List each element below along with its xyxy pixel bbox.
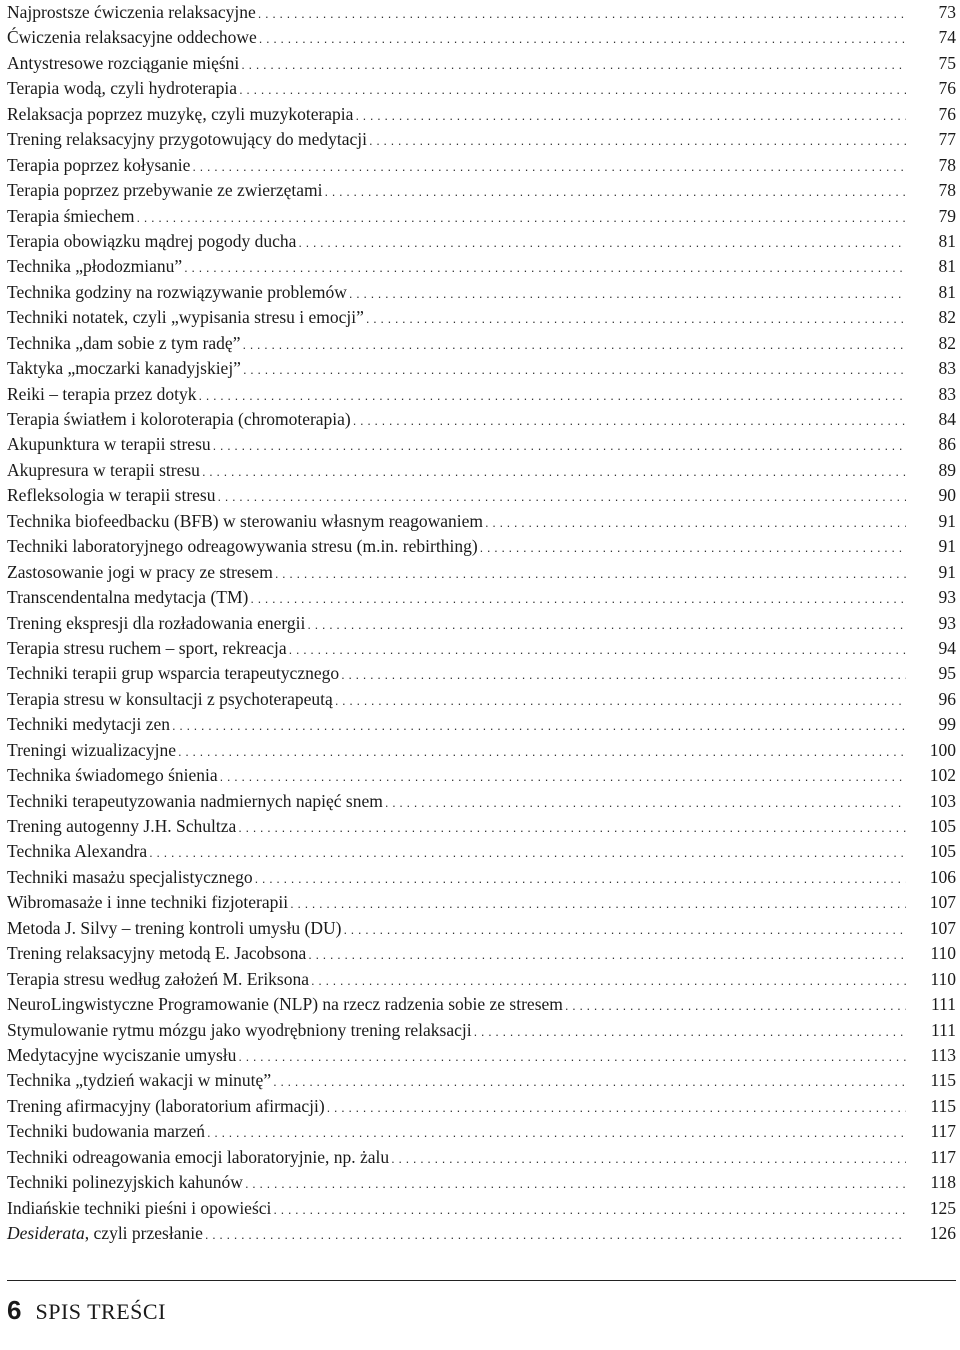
toc-entry-title: Trening relaksacyjny przygotowujący do medytacji [7, 129, 367, 150]
toc-entry-page: 107 [929, 892, 956, 913]
toc-entry-title: Relaksacja poprzez muzykę, czyli muzykoterapia [7, 103, 354, 124]
toc-entry-page: 99 [938, 714, 956, 735]
toc-leader-dots [349, 281, 906, 306]
toc-leader-dots [485, 510, 906, 535]
table-of-contents [7, 0, 956, 1246]
toc-leader-dots [366, 306, 906, 331]
toc-entry [7, 382, 956, 407]
toc-entry-title: NeuroLingwistyczne Programowanie (NLP) na rzecz radzenia sobie ze stresem [7, 994, 563, 1015]
toc-entry-title: Najprostsze ćwiczenia relaksacyjne [7, 2, 256, 22]
toc-entry-title: Trening ekspresji dla rozładowania energii [7, 612, 306, 633]
toc-entry [7, 992, 956, 1017]
toc-leader-dots [220, 764, 906, 789]
toc-entry [7, 76, 956, 101]
toc-leader-dots [239, 77, 906, 102]
toc-entry-page: 105 [929, 816, 956, 836]
toc-leader-dots [355, 103, 906, 128]
toc-entry-title: Techniki laboratoryjnego odreagowywania stresu (m.in. rebirthing) [7, 536, 478, 557]
toc-entry-title: Techniki polinezyjskich kahunów [7, 1172, 243, 1193]
page-number: 6 [7, 1295, 22, 1325]
toc-leader-dots [192, 154, 906, 179]
toc-entry [7, 483, 956, 508]
toc-entry-title: Terapia stresu w konsultacji z psychoterapeutą [7, 688, 333, 709]
toc-entry [7, 458, 956, 483]
toc-entry-title: Terapia poprzez kołysanie [7, 154, 191, 175]
toc-entry-page: 90 [938, 485, 956, 506]
toc-entry [7, 1170, 956, 1195]
toc-entry [7, 25, 956, 50]
toc-entry-title: Terapia obowiązku mądrej pogody ducha [7, 230, 297, 251]
toc-entry [7, 305, 956, 330]
toc-entry-title: Technika godziny na rozwiązywanie problemów [7, 281, 347, 302]
toc-leader-dots [243, 357, 906, 382]
toc-entry-title: Techniki masażu specjalistycznego [7, 866, 253, 887]
toc-entry [7, 1145, 956, 1170]
toc-entry [7, 153, 956, 178]
toc-leader-dots [385, 790, 906, 815]
toc-entry-title: Terapia światłem i koloroterapia (chromoterapia) [7, 409, 351, 429]
toc-entry-title: Technika biofeedbacku (BFB) w sterowaniu własnym reagowaniem [7, 510, 483, 531]
toc-leader-dots [307, 612, 906, 637]
toc-leader-dots [250, 586, 906, 611]
toc-entry [7, 0, 956, 25]
toc-leader-dots [565, 993, 906, 1018]
toc-entry-title: Wibromasaże i inne techniki fizjoterapii [7, 892, 289, 913]
toc-leader-dots [238, 815, 906, 840]
toc-entry-title: Treningi wizualizacyjne [7, 739, 176, 760]
toc-entry-page: 79 [938, 205, 956, 226]
toc-entry-page: 115 [930, 1095, 956, 1116]
toc-leader-dots [202, 459, 906, 484]
toc-entry-page: 76 [938, 78, 956, 99]
toc-entry-page: 86 [938, 434, 956, 455]
toc-leader-dots [241, 52, 906, 77]
toc-entry-title: Ćwiczenia relaksacyjne oddechowe [7, 27, 257, 48]
toc-entry [7, 356, 956, 381]
toc-entry [7, 738, 956, 763]
toc-entry-title: Technika „tydzień wakacji w minutę” [7, 1070, 272, 1091]
toc-entry-page: 78 [938, 180, 956, 201]
toc-entry [7, 534, 956, 559]
toc-leader-dots [242, 332, 906, 357]
toc-entry [7, 789, 956, 814]
toc-entry-page: 117 [930, 1146, 956, 1167]
toc-entry-page: 77 [938, 129, 956, 150]
section-label: SPIS TREŚCI [35, 1299, 166, 1324]
toc-entry-page: 113 [930, 1044, 956, 1065]
toc-leader-dots [199, 383, 906, 408]
toc-leader-dots [298, 230, 906, 255]
toc-entry [7, 814, 956, 839]
toc-entry-page: 75 [938, 52, 956, 73]
toc-entry-page: 125 [929, 1197, 956, 1218]
toc-entry-page: 115 [930, 1070, 956, 1091]
toc-leader-dots [137, 205, 906, 230]
toc-leader-dots [238, 1044, 906, 1069]
toc-entry-page: 117 [930, 1121, 956, 1142]
toc-leader-dots [474, 1019, 906, 1044]
toc-leader-dots [290, 891, 906, 916]
toc-entry-page: 100 [929, 739, 956, 760]
toc-leader-dots [273, 1197, 906, 1222]
toc-entry-title: Trening relaksacyjny metodą E. Jacobsona [7, 943, 307, 964]
toc-leader-dots [325, 179, 906, 204]
toc-leader-dots [259, 26, 906, 51]
toc-entry-title: Terapia poprzez przebywanie ze zwierzętami [7, 180, 323, 201]
toc-entry-page: 102 [929, 765, 956, 786]
toc-entry-title: Technika „płodozmianu” [7, 256, 183, 277]
toc-entry-page: 83 [938, 383, 956, 404]
toc-entry [7, 636, 956, 661]
toc-entry-title: Technika „dam sobie z tym radę” [7, 332, 241, 353]
toc-leader-dots [218, 484, 907, 509]
toc-leader-dots [149, 840, 906, 865]
toc-entry-title: Reiki – terapia przez dotyk [7, 383, 197, 404]
toc-leader-dots [275, 561, 906, 586]
toc-entry-page: 111 [931, 1019, 956, 1040]
toc-leader-dots [184, 255, 906, 280]
toc-entry [7, 1018, 956, 1043]
toc-entry-title: Stymulowanie rytmu mózgu jako wyodrębniony trening relaksacji [7, 1019, 472, 1040]
toc-entry-page: 106 [929, 866, 956, 887]
toc-entry [7, 1094, 956, 1119]
toc-entry-title: Techniki budowania marzeń [7, 1121, 206, 1142]
toc-entry-page: 78 [938, 154, 956, 175]
toc-entry-page: 93 [938, 612, 956, 633]
toc-entry [7, 1068, 956, 1093]
toc-entry-page: 81 [938, 256, 956, 277]
toc-entry-page: 82 [938, 332, 956, 353]
toc-entry [7, 763, 956, 788]
toc-entry [7, 204, 956, 229]
toc-entry-title: Techniki odreagowania emocji laboratoryjnie, np. żalu [7, 1146, 390, 1167]
toc-entry [7, 229, 956, 254]
toc-leader-dots [207, 1120, 906, 1145]
toc-leader-dots [391, 1146, 906, 1171]
toc-entry [7, 687, 956, 712]
toc-entry-title: Refleksologia w terapii stresu [7, 485, 216, 506]
toc-entry-title: Techniki medytacji zen [7, 714, 171, 735]
toc-entry-page: 103 [929, 790, 956, 811]
toc-entry-page: 81 [938, 230, 956, 251]
toc-entry [7, 178, 956, 203]
toc-entry-title: Terapia wodą, czyli hydroterapia [7, 78, 238, 99]
toc-entry [7, 1221, 956, 1246]
toc-entry-title: Akupunktura w terapii stresu [7, 434, 211, 455]
toc-leader-dots [255, 866, 906, 891]
toc-entry [7, 611, 956, 636]
toc-leader-dots [245, 1171, 906, 1196]
toc-entry [7, 839, 956, 864]
toc-entry-page: 105 [929, 841, 956, 862]
toc-entry-page: 93 [938, 587, 956, 608]
toc-entry [7, 1119, 956, 1144]
toc-entry-title: Indiańskie techniki pieśni i opowieści [7, 1197, 272, 1218]
toc-entry [7, 432, 956, 457]
toc-entry-title: Metoda J. Silvy – trening kontroli umysłu (DU) [7, 917, 342, 938]
toc-entry [7, 585, 956, 610]
toc-entry-title: Trening afirmacyjny (laboratorium afirmacji) [7, 1095, 325, 1116]
toc-entry [7, 509, 956, 534]
toc-leader-dots [172, 713, 906, 738]
toc-entry-title: Technika świadomego śnienia [7, 765, 218, 786]
toc-entry [7, 865, 956, 890]
toc-leader-dots [343, 917, 906, 942]
toc-leader-dots [480, 535, 906, 560]
toc-leader-dots [178, 739, 906, 764]
toc-entry-title: Terapia stresu ruchem – sport, rekreacja [7, 637, 287, 658]
page-footer [7, 1295, 166, 1326]
toc-leader-dots [273, 1069, 906, 1094]
toc-entry-page: 84 [938, 409, 956, 429]
toc-entry-page: 95 [938, 663, 956, 684]
toc-entry-title: Terapia śmiechem [7, 205, 135, 226]
toc-entry-page: 83 [938, 358, 956, 379]
toc-entry [7, 407, 956, 432]
toc-leader-dots [258, 1, 906, 26]
toc-entry-page: 89 [938, 459, 956, 480]
toc-entry-page: 76 [938, 103, 956, 124]
toc-entry [7, 712, 956, 737]
toc-entry-page: 91 [938, 561, 956, 582]
toc-entry-title: Zastosowanie jogi w pracy ze stresem [7, 561, 273, 582]
toc-entry [7, 254, 956, 279]
toc-entry-page: 96 [938, 688, 956, 709]
toc-leader-dots [289, 637, 906, 662]
toc-entry-page: 74 [938, 27, 956, 48]
footer-divider [7, 1280, 956, 1281]
toc-entry-page: 91 [938, 536, 956, 557]
toc-entry-page: 91 [938, 510, 956, 531]
toc-entry-title-italic: Desiderata [7, 1223, 85, 1243]
toc-entry-page: 111 [931, 994, 956, 1015]
toc-entry [7, 280, 956, 305]
toc-entry-title: Techniki terapeutyzowania nadmiernych napięć snem [7, 790, 383, 811]
toc-entry-title-rest: , czyli przesłanie [84, 1223, 203, 1243]
toc-leader-dots [205, 1222, 906, 1247]
toc-entry-page: 126 [929, 1223, 956, 1243]
toc-entry-title: Akupresura w terapii stresu [7, 459, 200, 480]
toc-entry-title: Antystresowe rozciąganie mięśni [7, 52, 240, 73]
toc-leader-dots [308, 942, 906, 967]
toc-entry-title: Taktyka „moczarki kanadyjskiej” [7, 358, 241, 379]
toc-entry [7, 127, 956, 152]
toc-entry [7, 560, 956, 585]
toc-entry [7, 661, 956, 686]
toc-entry-title: Medytacyjne wyciszanie umysłu [7, 1044, 237, 1065]
toc-entry [7, 331, 956, 356]
toc-entry [7, 102, 956, 127]
toc-entry-title: Techniki notatek, czyli „wypisania stresu i emocji” [7, 307, 364, 328]
toc-leader-dots [353, 408, 906, 433]
toc-entry [7, 1043, 956, 1068]
toc-leader-dots [335, 688, 906, 713]
toc-entry-title: Techniki terapii grup wsparcia terapeutycznego [7, 663, 340, 684]
toc-entry-page: 107 [929, 917, 956, 938]
toc-entry-page: 110 [930, 968, 956, 989]
toc-leader-dots [213, 433, 906, 458]
toc-entry [7, 1196, 956, 1221]
toc-entry-title: Terapia stresu według założeń M. Eriksona [7, 968, 310, 989]
toc-entry [7, 51, 956, 76]
toc-leader-dots [369, 128, 906, 153]
toc-entry-page: 110 [930, 943, 956, 964]
toc-entry-title: Technika Alexandra [7, 841, 148, 862]
toc-leader-dots [311, 968, 906, 993]
toc-entry-page: 82 [938, 307, 956, 328]
toc-leader-dots [341, 662, 906, 687]
toc-entry [7, 890, 956, 915]
toc-entry-title [7, 1221, 205, 1246]
toc-entry-page: 73 [938, 2, 956, 22]
toc-entry-title: Trening autogenny J.H. Schultza [7, 816, 237, 836]
toc-entry-title: Transcendentalna medytacja (TM) [7, 587, 249, 608]
toc-entry-page: 118 [930, 1172, 956, 1193]
toc-entry [7, 967, 956, 992]
toc-entry-page: 94 [938, 637, 956, 658]
toc-entry [7, 941, 956, 966]
toc-entry-page: 81 [938, 281, 956, 302]
toc-entry [7, 916, 956, 941]
toc-leader-dots [327, 1095, 906, 1120]
